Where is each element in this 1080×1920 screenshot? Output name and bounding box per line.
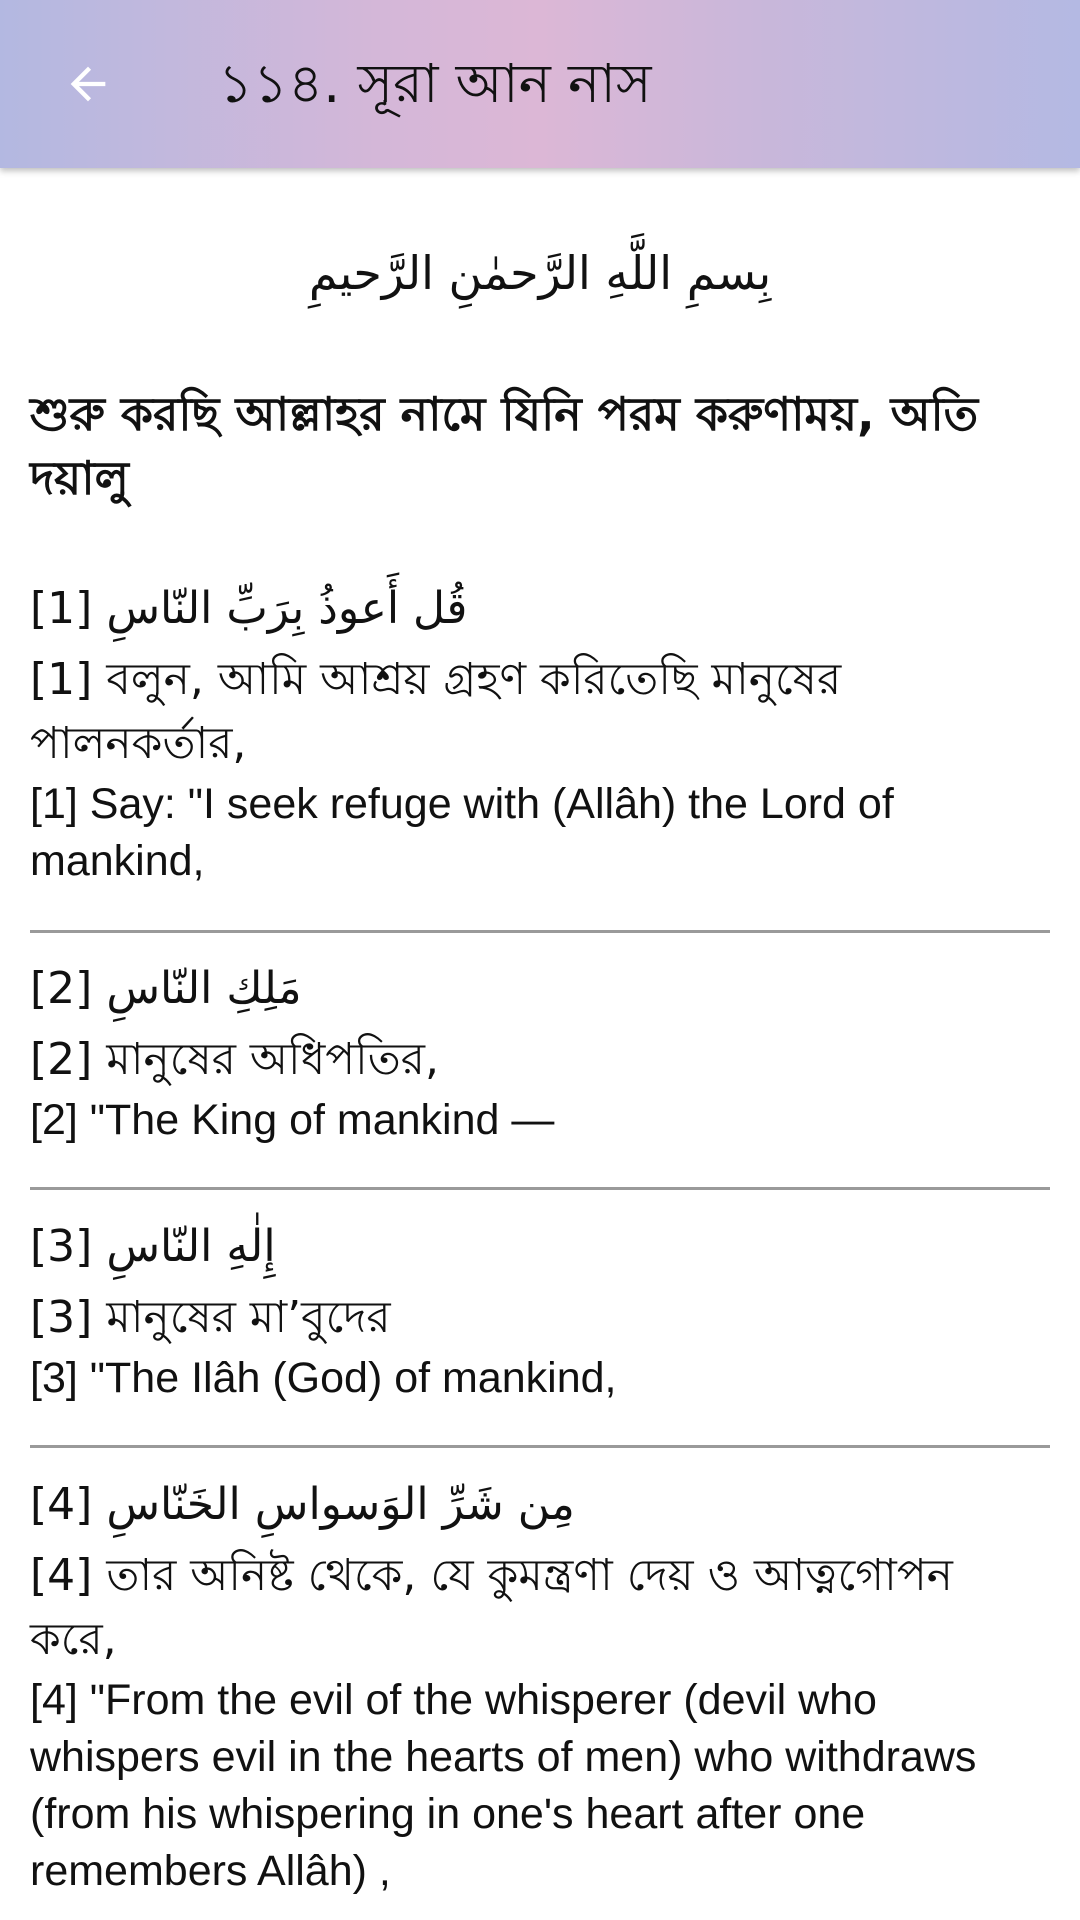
ayah-item	[30, 576, 1050, 890]
ayah-english-text: "From the evil of the whisperer (devil who whispers evil in the hearts of men) who withdraws (from his whispering in one's heart after one remembers Allâh) ,	[30, 1676, 977, 1895]
ayah-arabic	[30, 1214, 1050, 1280]
bismillah-arabic: بِسمِ اللَّهِ الرَّحمٰنِ الرَّحيمِ	[308, 246, 772, 300]
ayah-number: [4]	[30, 1676, 78, 1724]
ayah-number: [3]	[30, 1221, 93, 1272]
surah-content[interactable]	[0, 168, 1080, 1920]
ayah-bangla-text: বলুন, আমি আশ্রয় গ্রহণ করিতেছি মানুষের পালনকর্তার,	[30, 654, 842, 769]
bismillah-translation: শুরু করছি আল্লাহর নামে যিনি পরম করুণাময়, অতি দয়ালু	[30, 387, 979, 505]
ayah-english-text: Say: "I seek refuge with (Allâh) the Lord of mankind,	[30, 780, 894, 885]
ayah-bangla-text: তার অনিষ্ট থেকে, যে কুমন্ত্রণা দেয় ও আত্নগোপন করে,	[30, 1550, 953, 1665]
ayah-item	[30, 1472, 1050, 1900]
ayah-item	[30, 956, 1050, 1149]
ayah-arabic-text: قُل أَعوذُ بِرَبِّ النّاسِ	[106, 583, 468, 634]
ayah-english	[30, 1350, 1050, 1407]
ayah-english	[30, 776, 1050, 890]
ayah-bangla	[30, 1286, 1050, 1350]
ayah-arabic-text: إِلٰهِ النّاسِ	[106, 1221, 276, 1272]
ayah-arabic	[30, 956, 1050, 1022]
ayah-bangla	[30, 648, 1050, 776]
ayah-number: [3]	[30, 1292, 93, 1343]
app-bar	[0, 0, 1080, 168]
ayah-english-text: "The King of mankind —	[89, 1096, 555, 1144]
arrow-left-icon	[62, 58, 114, 110]
ayah-arabic	[30, 1472, 1050, 1538]
ayah-number: [1]	[30, 780, 78, 828]
ayah-arabic-text: مَلِكِ النّاسِ	[106, 963, 302, 1014]
ayah-number: [2]	[30, 1096, 78, 1144]
ayah-number: [4]	[30, 1479, 93, 1530]
ayah-number: [2]	[30, 1034, 93, 1085]
ayah-bangla-text: মানুষের অধিপতির,	[106, 1034, 439, 1085]
divider	[30, 930, 1050, 933]
ayah-english	[30, 1092, 1050, 1149]
ayah-number: [2]	[30, 963, 93, 1014]
ayah-number: [3]	[30, 1354, 78, 1402]
divider	[30, 1445, 1050, 1448]
ayah-arabic	[30, 576, 1050, 642]
ayah-item	[30, 1214, 1050, 1407]
ayah-english-text: "The Ilâh (God) of mankind,	[89, 1354, 617, 1402]
back-button[interactable]	[48, 44, 128, 124]
ayah-number: [1]	[30, 583, 93, 634]
ayah-arabic-text: مِن شَرِّ الوَسواسِ الخَنّاسِ	[106, 1479, 575, 1530]
ayah-number: [4]	[30, 1550, 93, 1601]
ayah-bangla	[30, 1028, 1050, 1092]
ayah-number: [1]	[30, 654, 93, 705]
ayah-english	[30, 1672, 1050, 1900]
ayah-bangla-text: মানুষের মা’বুদের	[106, 1292, 391, 1343]
page-title: ১১৪. সূরা আন নাস	[218, 52, 652, 115]
divider	[30, 1187, 1050, 1190]
ayah-bangla	[30, 1544, 1050, 1672]
